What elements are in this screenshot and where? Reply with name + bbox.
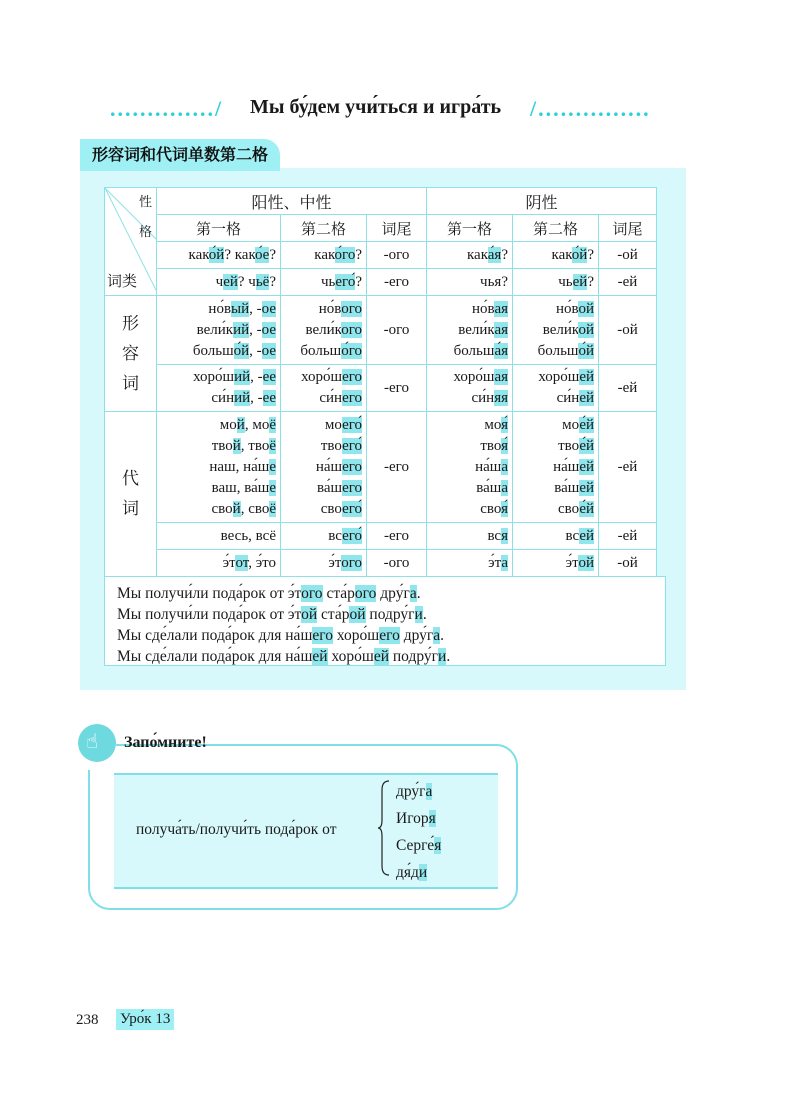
list-item: дя́ди [396, 864, 428, 881]
category-char: 代 [122, 469, 139, 489]
cell-ending: -ого [367, 296, 427, 365]
cell-word: чьей? [513, 269, 599, 296]
group-fem: 阴性 [427, 188, 657, 215]
cell-word: э́той [513, 550, 599, 577]
cell-ending: -ей [599, 365, 657, 412]
cell-word: хоро́ший, -ее си́ний, -ее [157, 365, 281, 412]
category-char: 容 [122, 343, 139, 364]
cell-word: мой, моё твой, твоё наш, на́ше ваш, ва́ше свой, своё [157, 412, 281, 523]
corner-wordclass-label: 词类 [107, 272, 138, 290]
page-number: 238 [76, 1012, 99, 1028]
cell-word: чей? чьё? [157, 269, 281, 296]
category-char: 词 [122, 499, 139, 519]
cell-word: вся [427, 523, 513, 550]
group-masc-neut: 阳性、中性 [157, 188, 427, 215]
cell-word: чьего́? [281, 269, 367, 296]
cell-ending: -ей [599, 412, 657, 523]
remember-title-rule [238, 745, 488, 746]
cell-word: мое́й твое́й на́шей ва́шей свое́й [513, 412, 599, 523]
cell-ending: -ей [599, 269, 657, 296]
category-adjective [105, 296, 157, 412]
cell-word: э́та [427, 550, 513, 577]
cell-word: хоро́шая си́няя [427, 365, 513, 412]
table-row [105, 550, 657, 577]
cell-word: хоро́шей си́ней [513, 365, 599, 412]
cell-word: но́вой вели́кой большо́й [513, 296, 599, 365]
category-char: 词 [122, 373, 139, 394]
corner-case-label: 格 [138, 225, 152, 240]
cell-word: но́вого вели́кого большо́го [281, 296, 367, 365]
hand-pointing-icon: ☝ [78, 724, 116, 762]
cell-ending: -его [367, 412, 427, 523]
cell-word: моя́ твоя́ на́ша ва́ша своя́ [427, 412, 513, 523]
cell-word: хоро́шего си́него [281, 365, 367, 412]
cell-word: чья? [427, 269, 513, 296]
cell-ending: -его [367, 365, 427, 412]
table-corner [105, 188, 157, 296]
example-sentences [104, 576, 666, 666]
subheader-nom-m: 第一格 [157, 215, 281, 242]
list-item: Игоря [396, 810, 436, 827]
cell-ending: -ой [599, 242, 657, 269]
cell-ending: -ого [367, 550, 427, 577]
category-char: 形 [122, 313, 139, 334]
cell-ending: -ей [599, 523, 657, 550]
category-pronoun [105, 412, 157, 577]
cell-word: моего́ твоего́ на́шего ва́шего своего́ [281, 412, 367, 523]
subheader-end-f: 词尾 [599, 215, 657, 242]
curly-brace-icon [378, 780, 390, 876]
cell-ending: -его [367, 523, 427, 550]
example-sentence: Мы сде́лали пода́рок для на́шего хоро́шего дру́га. [117, 627, 445, 644]
cell-ending: -ой [599, 550, 657, 577]
cell-word: кака́я? [427, 242, 513, 269]
declension-table [104, 187, 657, 577]
subheader-end-m: 词尾 [367, 215, 427, 242]
example-sentence: Мы получи́ли пода́рок от э́того ста́рого дру́га. [117, 585, 421, 602]
cell-word: но́вый, -ое вели́кий, -ое большо́й, -ое [157, 296, 281, 365]
table-row [105, 296, 657, 365]
section-tab: 形容词和代词单数第二格 [80, 139, 280, 171]
cell-word: како́й? како́е? [157, 242, 281, 269]
cell-word: всего́ [281, 523, 367, 550]
subheader-nom-f: 第一格 [427, 215, 513, 242]
lesson-heading [110, 96, 670, 126]
cell-ending: -ой [599, 296, 657, 365]
cell-word: но́вая вели́кая больша́я [427, 296, 513, 365]
table-row [105, 412, 657, 523]
heading-dots-right: /............... [530, 96, 651, 121]
remember-word-list [396, 778, 441, 886]
example-sentence: Мы получи́ли пода́рок от э́той ста́рой подру́ги. [117, 606, 427, 623]
heading-title: Мы бу́дем учи́ться и игра́ть [250, 96, 502, 118]
remember-title: Запо́мните! [124, 734, 207, 751]
cell-ending: -ого [367, 242, 427, 269]
cell-word: весь, всё [157, 523, 281, 550]
table-row [105, 523, 657, 550]
corner-gender-label: 性 [138, 195, 152, 210]
cell-word: всей [513, 523, 599, 550]
lesson-label: Уро́к 13 [116, 1009, 174, 1030]
table-row [105, 242, 657, 269]
cell-word: како́го? [281, 242, 367, 269]
cell-word: э́того [281, 550, 367, 577]
remember-verb-phrase: получа́ть/получи́ть пода́рок от [136, 821, 337, 838]
table-row [105, 269, 657, 296]
subheader-gen-f: 第二格 [513, 215, 599, 242]
subheader-gen-m: 第二格 [281, 215, 367, 242]
table-row [105, 365, 657, 412]
list-item: Серге́я [396, 837, 442, 854]
list-item: дру́га [396, 783, 433, 800]
heading-dots-left: ............../ [110, 96, 224, 121]
cell-word: како́й? [513, 242, 599, 269]
cell-word: э́тот, э́то [157, 550, 281, 577]
example-sentence: Мы сде́лали пода́рок для на́шей хоро́шей подру́ги. [117, 648, 451, 665]
cell-ending: -его [367, 269, 427, 296]
